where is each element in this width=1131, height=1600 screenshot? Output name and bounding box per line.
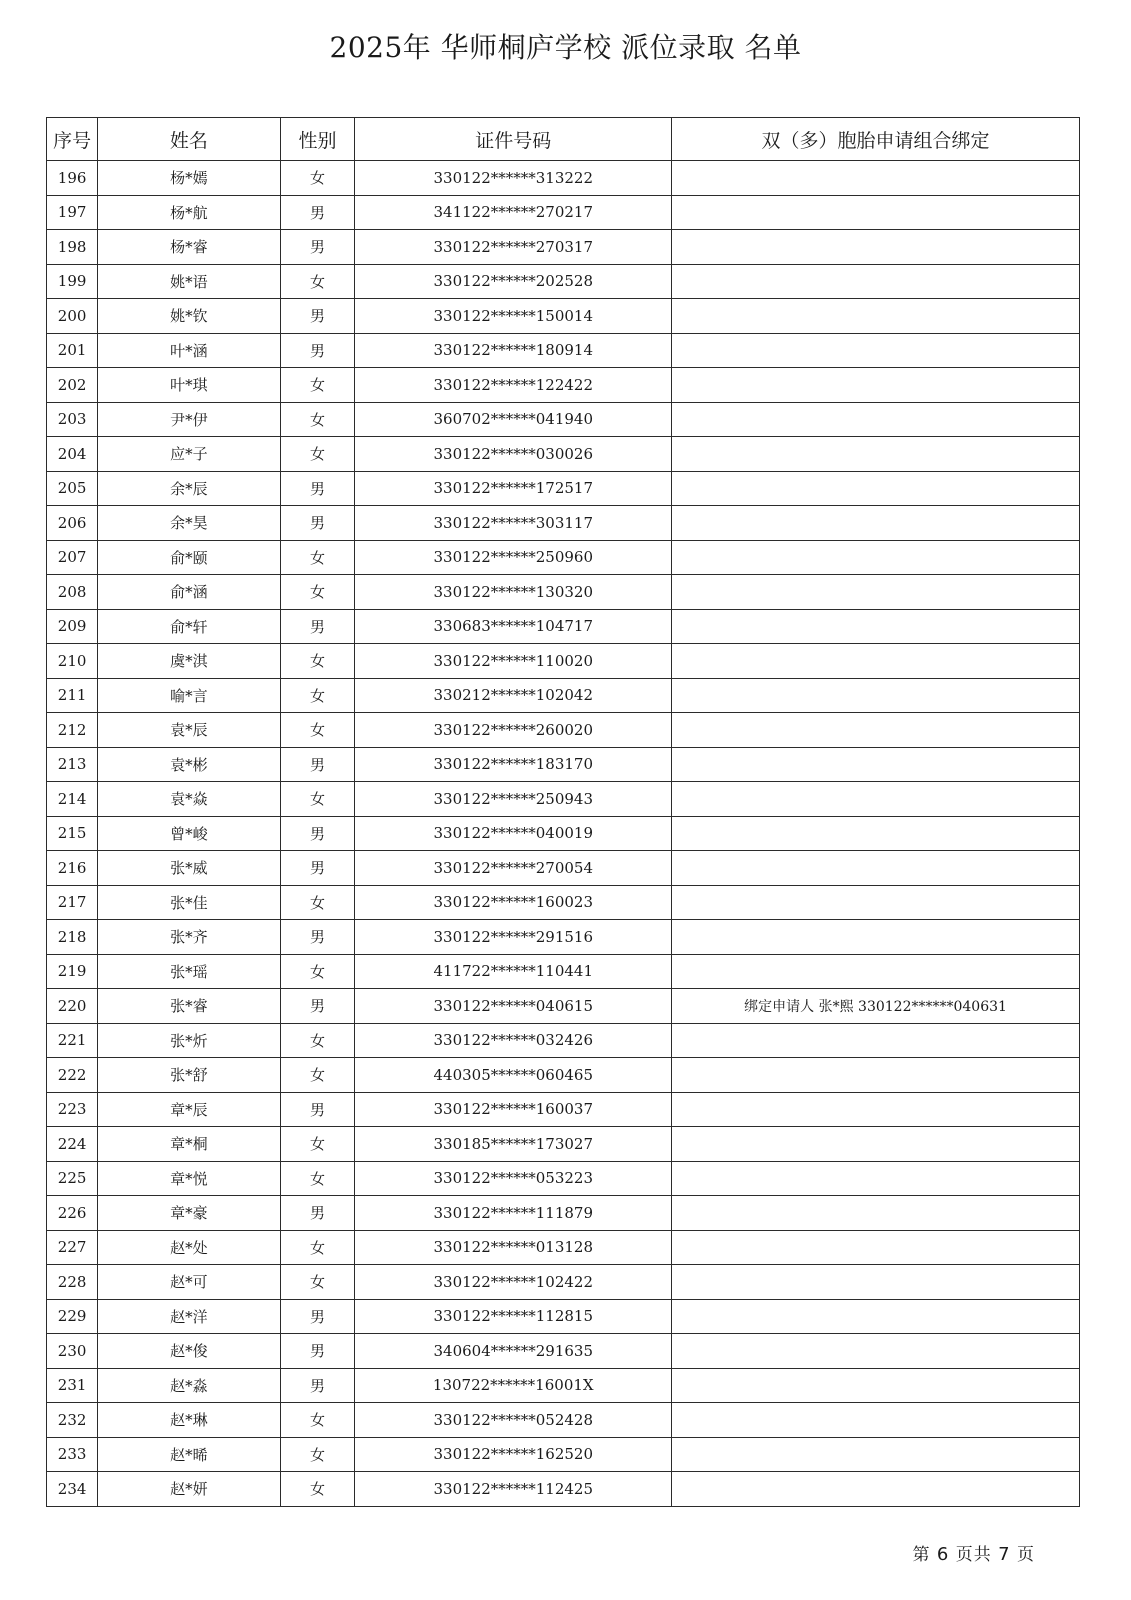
cell-gender: 女 [280, 161, 355, 196]
cell-gender: 女 [280, 402, 355, 437]
header-name: 姓名 [98, 118, 280, 161]
cell-twin-binding [672, 333, 1080, 368]
cell-index: 200 [47, 299, 98, 334]
page-footer [912, 1540, 1035, 1565]
cell-gender: 男 [280, 471, 355, 506]
table-row [47, 1437, 1080, 1472]
cell-name: 杨*睿 [98, 230, 280, 265]
cell-twin-binding [672, 230, 1080, 265]
cell-gender: 女 [280, 1058, 355, 1093]
cell-index: 218 [47, 920, 98, 955]
table-row [47, 1265, 1080, 1300]
cell-id-number: 330122******102422 [355, 1265, 672, 1300]
cell-index: 217 [47, 885, 98, 920]
table-row [47, 1127, 1080, 1162]
cell-twin-binding [672, 1023, 1080, 1058]
cell-name: 赵*可 [98, 1265, 280, 1300]
cell-index: 196 [47, 161, 98, 196]
cell-index: 211 [47, 678, 98, 713]
cell-gender: 女 [280, 1161, 355, 1196]
table-row [47, 644, 1080, 679]
footer-middle: 页共 [955, 1545, 992, 1565]
cell-id-number: 330122******040615 [355, 989, 672, 1024]
table-row [47, 713, 1080, 748]
table-row [47, 989, 1080, 1024]
cell-id-number: 330122******172517 [355, 471, 672, 506]
cell-index: 209 [47, 609, 98, 644]
cell-twin-binding [672, 540, 1080, 575]
cell-twin-binding [672, 1334, 1080, 1369]
header-index: 序号 [47, 118, 98, 161]
cell-name: 姚*语 [98, 264, 280, 299]
cell-name: 赵*俊 [98, 1334, 280, 1369]
cell-name: 俞*颐 [98, 540, 280, 575]
cell-id-number: 330122******112815 [355, 1299, 672, 1334]
table-row [47, 851, 1080, 886]
cell-id-number: 330122******130320 [355, 575, 672, 610]
cell-twin-binding [672, 437, 1080, 472]
cell-twin-binding [672, 1299, 1080, 1334]
cell-twin-binding [672, 1196, 1080, 1231]
cell-twin-binding [672, 851, 1080, 886]
cell-twin-binding [672, 885, 1080, 920]
cell-id-number: 330122******303117 [355, 506, 672, 541]
header-gender: 性别 [280, 118, 355, 161]
table-row [47, 1058, 1080, 1093]
cell-gender: 男 [280, 1334, 355, 1369]
cell-twin-binding [672, 678, 1080, 713]
cell-index: 232 [47, 1403, 98, 1438]
table-row [47, 885, 1080, 920]
cell-twin-binding [672, 1403, 1080, 1438]
cell-name: 尹*伊 [98, 402, 280, 437]
cell-index: 208 [47, 575, 98, 610]
footer-suffix: 页 [1017, 1545, 1035, 1565]
cell-id-number: 330122******183170 [355, 747, 672, 782]
cell-id-number: 330122******040019 [355, 816, 672, 851]
cell-gender: 女 [280, 678, 355, 713]
cell-index: 216 [47, 851, 98, 886]
cell-name: 张*威 [98, 851, 280, 886]
table-row [47, 1472, 1080, 1507]
cell-gender: 男 [280, 816, 355, 851]
footer-prefix: 第 [912, 1545, 931, 1565]
cell-twin-binding [672, 1472, 1080, 1507]
cell-id-number: 330122******260020 [355, 713, 672, 748]
cell-name: 俞*轩 [98, 609, 280, 644]
cell-twin-binding [672, 954, 1080, 989]
cell-name: 应*子 [98, 437, 280, 472]
cell-twin-binding [672, 713, 1080, 748]
cell-id-number: 330122******270054 [355, 851, 672, 886]
cell-gender: 女 [280, 264, 355, 299]
cell-id-number: 330122******110020 [355, 644, 672, 679]
cell-gender: 女 [280, 1472, 355, 1507]
table-row [47, 195, 1080, 230]
table-row [47, 920, 1080, 955]
cell-index: 229 [47, 1299, 98, 1334]
cell-name: 余*昊 [98, 506, 280, 541]
cell-twin-binding [672, 471, 1080, 506]
cell-twin-binding [672, 575, 1080, 610]
cell-id-number: 411722******110441 [355, 954, 672, 989]
cell-twin-binding [672, 161, 1080, 196]
cell-name: 张*睿 [98, 989, 280, 1024]
cell-twin-binding [672, 264, 1080, 299]
cell-gender: 女 [280, 1230, 355, 1265]
cell-id-number: 330122******162520 [355, 1437, 672, 1472]
cell-id-number: 330122******053223 [355, 1161, 672, 1196]
cell-gender: 女 [280, 1265, 355, 1300]
cell-name: 俞*涵 [98, 575, 280, 610]
cell-index: 221 [47, 1023, 98, 1058]
cell-gender: 女 [280, 1403, 355, 1438]
cell-name: 张*齐 [98, 920, 280, 955]
cell-twin-binding [672, 816, 1080, 851]
cell-name: 章*桐 [98, 1127, 280, 1162]
table-row [47, 609, 1080, 644]
cell-gender: 女 [280, 1023, 355, 1058]
table-row [47, 1196, 1080, 1231]
cell-gender: 女 [280, 644, 355, 679]
cell-gender: 男 [280, 1196, 355, 1231]
cell-gender: 男 [280, 851, 355, 886]
cell-gender: 男 [280, 920, 355, 955]
cell-id-number: 330122******160023 [355, 885, 672, 920]
cell-gender: 女 [280, 540, 355, 575]
cell-index: 203 [47, 402, 98, 437]
cell-name: 杨*航 [98, 195, 280, 230]
cell-name: 赵*处 [98, 1230, 280, 1265]
cell-id-number: 330122******122422 [355, 368, 672, 403]
table-row [47, 161, 1080, 196]
cell-index: 197 [47, 195, 98, 230]
cell-id-number: 330122******313222 [355, 161, 672, 196]
cell-index: 233 [47, 1437, 98, 1472]
cell-gender: 女 [280, 885, 355, 920]
cell-twin-binding [672, 644, 1080, 679]
cell-name: 章*豪 [98, 1196, 280, 1231]
table-row [47, 1403, 1080, 1438]
cell-twin-binding [672, 402, 1080, 437]
cell-gender: 男 [280, 747, 355, 782]
cell-gender: 男 [280, 299, 355, 334]
cell-id-number: 340604******291635 [355, 1334, 672, 1369]
cell-gender: 女 [280, 575, 355, 610]
table-row [47, 678, 1080, 713]
cell-index: 212 [47, 713, 98, 748]
cell-index: 226 [47, 1196, 98, 1231]
cell-name: 袁*焱 [98, 782, 280, 817]
cell-gender: 女 [280, 437, 355, 472]
cell-id-number: 330122******250943 [355, 782, 672, 817]
cell-name: 余*辰 [98, 471, 280, 506]
cell-index: 206 [47, 506, 98, 541]
cell-gender: 男 [280, 333, 355, 368]
cell-id-number: 330212******102042 [355, 678, 672, 713]
cell-id-number: 330122******052428 [355, 1403, 672, 1438]
table-row [47, 954, 1080, 989]
cell-id-number: 440305******060465 [355, 1058, 672, 1093]
table-header-row [47, 118, 1080, 161]
cell-twin-binding [672, 1058, 1080, 1093]
cell-id-number: 330122******270317 [355, 230, 672, 265]
cell-index: 215 [47, 816, 98, 851]
total-pages-number: 7 [998, 1544, 1011, 1565]
table-row [47, 368, 1080, 403]
cell-twin-binding: 绑定申请人 张*熙 330122******040631 [672, 989, 1080, 1024]
cell-index: 219 [47, 954, 98, 989]
cell-id-number: 330122******111879 [355, 1196, 672, 1231]
cell-index: 207 [47, 540, 98, 575]
cell-twin-binding [672, 782, 1080, 817]
table-row [47, 264, 1080, 299]
table-row [47, 540, 1080, 575]
cell-index: 205 [47, 471, 98, 506]
admission-table [46, 117, 1080, 1507]
table-row [47, 816, 1080, 851]
cell-gender: 女 [280, 368, 355, 403]
cell-index: 223 [47, 1092, 98, 1127]
cell-name: 赵*晞 [98, 1437, 280, 1472]
table-row [47, 230, 1080, 265]
cell-id-number: 330122******032426 [355, 1023, 672, 1058]
table-row [47, 1092, 1080, 1127]
cell-index: 222 [47, 1058, 98, 1093]
cell-name: 姚*钦 [98, 299, 280, 334]
cell-twin-binding [672, 195, 1080, 230]
cell-twin-binding [672, 747, 1080, 782]
cell-index: 204 [47, 437, 98, 472]
cell-name: 曾*峻 [98, 816, 280, 851]
cell-gender: 男 [280, 1299, 355, 1334]
cell-twin-binding [672, 1368, 1080, 1403]
cell-twin-binding [672, 1161, 1080, 1196]
cell-gender: 男 [280, 230, 355, 265]
cell-name: 赵*淼 [98, 1368, 280, 1403]
current-page-number: 6 [936, 1544, 950, 1565]
cell-index: 198 [47, 230, 98, 265]
cell-gender: 男 [280, 989, 355, 1024]
cell-name: 张*佳 [98, 885, 280, 920]
cell-gender: 男 [280, 609, 355, 644]
table-row [47, 437, 1080, 472]
header-twin-binding: 双（多）胞胎申请组合绑定 [672, 118, 1080, 161]
cell-name: 杨*嫣 [98, 161, 280, 196]
cell-twin-binding [672, 920, 1080, 955]
cell-name: 赵*琳 [98, 1403, 280, 1438]
cell-index: 227 [47, 1230, 98, 1265]
cell-index: 230 [47, 1334, 98, 1369]
cell-gender: 男 [280, 1092, 355, 1127]
cell-index: 225 [47, 1161, 98, 1196]
cell-name: 虞*淇 [98, 644, 280, 679]
cell-name: 赵*洋 [98, 1299, 280, 1334]
table-row [47, 1230, 1080, 1265]
cell-gender: 女 [280, 713, 355, 748]
cell-name: 赵*妍 [98, 1472, 280, 1507]
cell-id-number: 330122******180914 [355, 333, 672, 368]
cell-index: 220 [47, 989, 98, 1024]
cell-name: 张*瑶 [98, 954, 280, 989]
cell-id-number: 330683******104717 [355, 609, 672, 644]
cell-twin-binding [672, 1265, 1080, 1300]
cell-index: 224 [47, 1127, 98, 1162]
table-row [47, 1023, 1080, 1058]
cell-twin-binding [672, 609, 1080, 644]
cell-index: 231 [47, 1368, 98, 1403]
cell-gender: 男 [280, 506, 355, 541]
table-row [47, 747, 1080, 782]
cell-index: 213 [47, 747, 98, 782]
cell-id-number: 330122******112425 [355, 1472, 672, 1507]
cell-twin-binding [672, 1230, 1080, 1265]
cell-twin-binding [672, 1127, 1080, 1162]
cell-id-number: 130722******16001X [355, 1368, 672, 1403]
table-row [47, 299, 1080, 334]
cell-id-number: 330122******013128 [355, 1230, 672, 1265]
cell-name: 叶*涵 [98, 333, 280, 368]
cell-gender: 男 [280, 195, 355, 230]
table-row [47, 782, 1080, 817]
cell-twin-binding [672, 1437, 1080, 1472]
cell-gender: 女 [280, 954, 355, 989]
cell-index: 214 [47, 782, 98, 817]
table-row [47, 1161, 1080, 1196]
cell-id-number: 330122******150014 [355, 299, 672, 334]
cell-id-number: 330122******291516 [355, 920, 672, 955]
header-id-number: 证件号码 [355, 118, 672, 161]
cell-twin-binding [672, 299, 1080, 334]
table-row [47, 471, 1080, 506]
cell-id-number: 330122******202528 [355, 264, 672, 299]
cell-name: 章*辰 [98, 1092, 280, 1127]
table-row [47, 1299, 1080, 1334]
cell-id-number: 360702******041940 [355, 402, 672, 437]
cell-name: 章*悦 [98, 1161, 280, 1196]
cell-index: 199 [47, 264, 98, 299]
cell-id-number: 330185******173027 [355, 1127, 672, 1162]
cell-name: 喻*言 [98, 678, 280, 713]
cell-gender: 女 [280, 782, 355, 817]
cell-index: 234 [47, 1472, 98, 1507]
cell-twin-binding [672, 368, 1080, 403]
cell-id-number: 341122******270217 [355, 195, 672, 230]
cell-name: 叶*琪 [98, 368, 280, 403]
table-row [47, 333, 1080, 368]
cell-index: 228 [47, 1265, 98, 1300]
table-row [47, 1334, 1080, 1369]
cell-index: 202 [47, 368, 98, 403]
cell-gender: 男 [280, 1368, 355, 1403]
cell-gender: 女 [280, 1437, 355, 1472]
cell-id-number: 330122******250960 [355, 540, 672, 575]
cell-gender: 女 [280, 1127, 355, 1162]
cell-twin-binding [672, 506, 1080, 541]
cell-name: 张*舒 [98, 1058, 280, 1093]
cell-name: 袁*辰 [98, 713, 280, 748]
page-title: 2025年 华师桐庐学校 派位录取 名单 [329, 31, 802, 64]
cell-name: 张*炘 [98, 1023, 280, 1058]
cell-twin-binding [672, 1092, 1080, 1127]
table-body [47, 161, 1080, 1507]
cell-id-number: 330122******030026 [355, 437, 672, 472]
table-row [47, 506, 1080, 541]
cell-name: 袁*彬 [98, 747, 280, 782]
cell-index: 201 [47, 333, 98, 368]
table-row [47, 1368, 1080, 1403]
cell-id-number: 330122******160037 [355, 1092, 672, 1127]
table-row [47, 575, 1080, 610]
table-row [47, 402, 1080, 437]
cell-index: 210 [47, 644, 98, 679]
